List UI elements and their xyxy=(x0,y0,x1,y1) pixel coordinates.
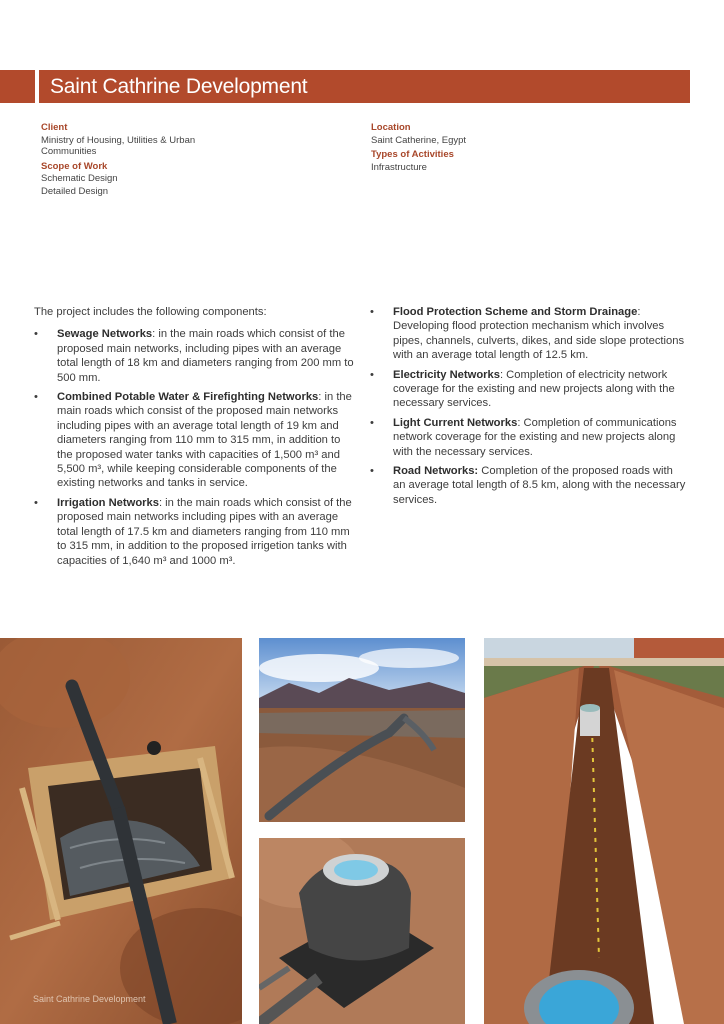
component-name: Electricity Networks xyxy=(393,368,500,381)
scope-label: Scope of Work xyxy=(41,160,108,172)
banner-accent-block xyxy=(0,70,35,103)
component-item xyxy=(34,327,354,385)
component-name: Combined Potable Water & Firefighting Networks xyxy=(57,391,319,404)
client-label: Client xyxy=(41,122,68,133)
component-name: Flood Protection Scheme and Storm Drainage xyxy=(393,306,638,318)
component-text: Completion of the proposed roads with an average total length of 8.5 km, along with the necessary services. xyxy=(393,465,686,506)
component-item xyxy=(34,390,354,491)
component-name: Light Current Networks xyxy=(393,416,518,429)
photo-pipe-trench-mountains xyxy=(259,638,465,822)
component-item xyxy=(34,496,354,568)
photo-caption: Saint Cathrine Development xyxy=(33,994,146,1004)
component-text: : in the main roads which consist of the proposed main networks including pipes with an average total length of 17.5 km and diameters ranging from 110 mm to 315 mm, in addition to the proposed irrigetion tanks with capacities of 1,640 m³ and 1000 m³. xyxy=(57,496,352,567)
meta-left xyxy=(41,122,231,197)
component-text: : Completion of electricity network coverage for the existing and new projects along with the necessary services. xyxy=(393,368,675,410)
component-text: : Developing flood protection mechanism which involves pipes, channels, culverts, dikes, and side slope protections with an average total length of 12.5 km. xyxy=(393,306,685,362)
component-name: Road Networks: xyxy=(393,465,479,478)
component-name: Irrigation Networks xyxy=(57,496,159,509)
component-text: : in the main roads which consist of the proposed main networks, including pipes with an average total length of 18 km and diameters ranging from 200 mm to 500 mm. xyxy=(57,328,354,384)
intro-text: The project includes the following components: xyxy=(34,306,267,318)
client-value: Ministry of Housing, Utilities & Urban Communities xyxy=(41,134,196,157)
component-item xyxy=(370,305,688,363)
page-title: Saint Cathrine Development xyxy=(50,75,308,98)
component-item xyxy=(370,416,688,459)
meta-right xyxy=(371,122,571,173)
component-name: Sewage Networks xyxy=(57,328,153,341)
component-text: : Completion of communications network coverage for the existing and new projects along with the necessary services. xyxy=(393,416,677,458)
location-value: Saint Catherine, Egypt xyxy=(371,134,467,146)
component-text: : in the main roads which consist of the proposed main networks including pipes with an average total length of 19 km and diameters ranging from 110 mm to 315 mm, in addition to the proposed water tanks with capacities of 1,500 m³ and 5,500 m³, while keeping considerable components of the existing networks and tanks in service. xyxy=(57,391,352,490)
activities-value: Infrastructure xyxy=(371,161,427,173)
photo-pit-excavation xyxy=(0,638,242,1024)
photo-manhole-concrete xyxy=(259,838,465,1024)
title-banner xyxy=(39,70,690,103)
scope-item: Detailed Design xyxy=(41,185,109,197)
location-label: Location xyxy=(371,122,411,133)
component-item xyxy=(370,368,688,411)
activities-label: Types of Activities xyxy=(371,149,454,160)
components-right-column xyxy=(370,305,688,512)
photo-long-trench xyxy=(484,638,724,1024)
scope-item: Schematic Design xyxy=(41,173,118,184)
component-item xyxy=(370,464,688,507)
components-left-column xyxy=(34,305,354,573)
